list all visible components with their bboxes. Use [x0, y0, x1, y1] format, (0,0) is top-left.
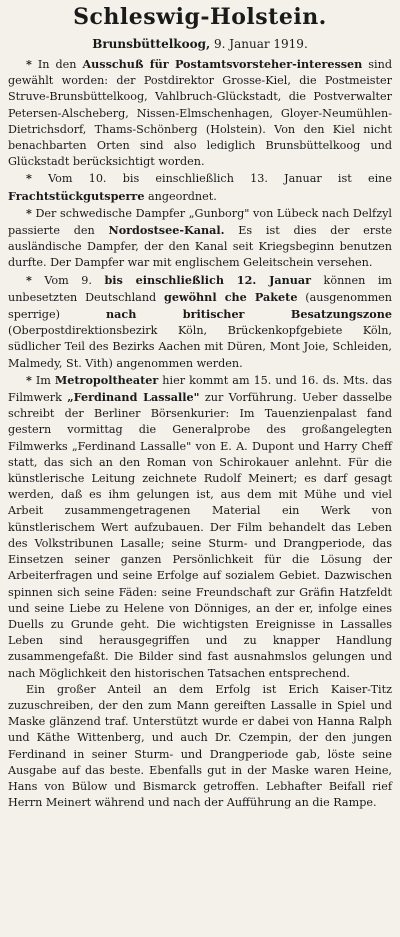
text-run: sind gewählt worden: der Postdirektor Grosse-Kiel, die Postmeister Struve-Brunsbüttelkoog, Vahlbruch-Glückstadt, die Postverwalter Petersen-Alscheberg, Nissen-Elmschenhagen, Gloyer-Neumühlen-Dietrichsdorf, Thams-Schönberg (Holstein). Von den Kiel nicht benachbarten Orten sind also lediglich Brunsbüttelkoog und Glückstadt berücksichtigt worden.: [8, 58, 392, 169]
bold-run: Frachtstückgutsperre: [8, 188, 145, 203]
text-run: Im: [31, 373, 55, 387]
bold-run: Metropoltheater: [54, 372, 159, 387]
article-parcels: [8, 272, 392, 372]
text-run: Vom 10. bis einschließlich 13. Januar ist eine: [31, 172, 392, 186]
article-freight-block: [8, 170, 392, 204]
dateline: [8, 36, 392, 53]
text-run: (ausgenommen sperrige): [8, 290, 393, 322]
text-run: können im unbesetzten Deutschland: [8, 273, 392, 304]
bold-run: nach britischer Besatzungszone: [106, 307, 392, 322]
text-run: (Oberpostdirektionsbezirk Köln, Brückenkopfgebiete Köln, südlicher Teil des Bezirks Aachen mit Düren, Mont Joie, Schleiden, Malmedy, St. Vith) angenommen werden.: [8, 324, 392, 370]
text-run: zur Vorführung. Ueber dasselbe schreibt der Berliner Börsenkurier: Im Tauenzienpalast fand gestern vormittag die Generalprobe des großangelegten Filmwerks „Ferdinand Lassalle" von E. A. Dupont und Harry Cheff statt, das sich an den Roman von Schirokauer anlehnt. Für die künstlerische Leitung zeichnete Rudolf Meinert; es darf gesagt werden, daß es ihm gelungen ist, aus dem mit Mühe und viel Arbeit zusammengetragenen Material ein Werk von künstlerischem Wert aufzubauen. Der Film behandelt das Leben des Volkstribunen Lasalle; seine Sturm- und Drangperiode, das Einsetzen seiner ganzen Persönlichkeit für die Lösung der Arbeiterfragen und seine Erfolge auf sozialem Gebiet. Dazwischen spinnen sich seine Fäden: seine Freundschaft zur Gräfin Hatzfeldt und seine Liebe zu Helene von Dönniges, an der er, infolge eines Duells zu Grunde geht. Die wichtigsten Ereignisse in Lassalles Leben sind herausgegriffen und zu knapper Handlung zusammengefaßt. Die Bilder sind fast ausnahmslos gelungen und nach Möglichkeit den historischen Tatsachen entsprechend.: [8, 391, 392, 680]
article-swedish-steamer: [8, 205, 392, 272]
article-film-lassalle: [8, 372, 392, 682]
dateline-place: Brunsbüttelkoog,: [92, 37, 211, 51]
paragraph-star: *: [26, 272, 32, 287]
text-run: angeordnet.: [144, 189, 217, 203]
bold-run: bis einschließlich 12. Januar: [104, 272, 312, 287]
article-postal-committee: [8, 56, 392, 170]
text-run: hier kommt am 15. und 16. ds. Mts. das Filmwerk: [8, 373, 392, 405]
headline: Schleswig-Holstein.: [73, 4, 327, 30]
paragraph-star: *: [26, 171, 32, 186]
paragraph-star: *: [26, 57, 32, 71]
bold-run: Nordostsee-Kanal.: [108, 223, 225, 238]
text-run: Vom 9.: [31, 273, 105, 287]
paragraph-star: *: [26, 205, 32, 220]
text-run: In den: [31, 58, 83, 71]
article-film-cast: Ein großer Anteil an dem Erfolg ist Erich Kaiser-Titz zuzuschreiben, der den zum Mann gereiften Lassalle in Spiel und Maske glänzend traf. Unterstützt wurde er dabei von Hanna Ralph und Käthe Wittenberg, und auch Dr. Czempin, der den jungen Ferdinand in seiner Sturm- und Drangperiode gab, löste seine Ausgabe auf das beste. Ebenfalls gut in der Maske waren Heine, Hans von Bülow und Bismarck getroffen. Lebhafter Beifall rief Herrn Meinert während und nach der Aufführung an die Rampe.: [8, 682, 392, 810]
bold-run: „Ferdinand Lassalle": [67, 390, 200, 405]
text-run: Der schwedische Dampfer „Gunborg" von Lübeck nach Delfzyl passierte den: [8, 206, 392, 238]
bold-run: Ausschuß für Postamtsvorsteher-interessen: [82, 57, 363, 71]
paragraph-star: *: [26, 372, 32, 387]
text-run: Es ist dies der erste ausländische Dampfer, der den Kanal seit Kriegsbeginn benutzen durfte. Der Dampfer war mit englischem Geleitschein versehen.: [8, 224, 393, 270]
bold-run: gewöhnl che Pakete: [164, 289, 298, 304]
dateline-date: 9. Januar 1919.: [214, 37, 308, 51]
